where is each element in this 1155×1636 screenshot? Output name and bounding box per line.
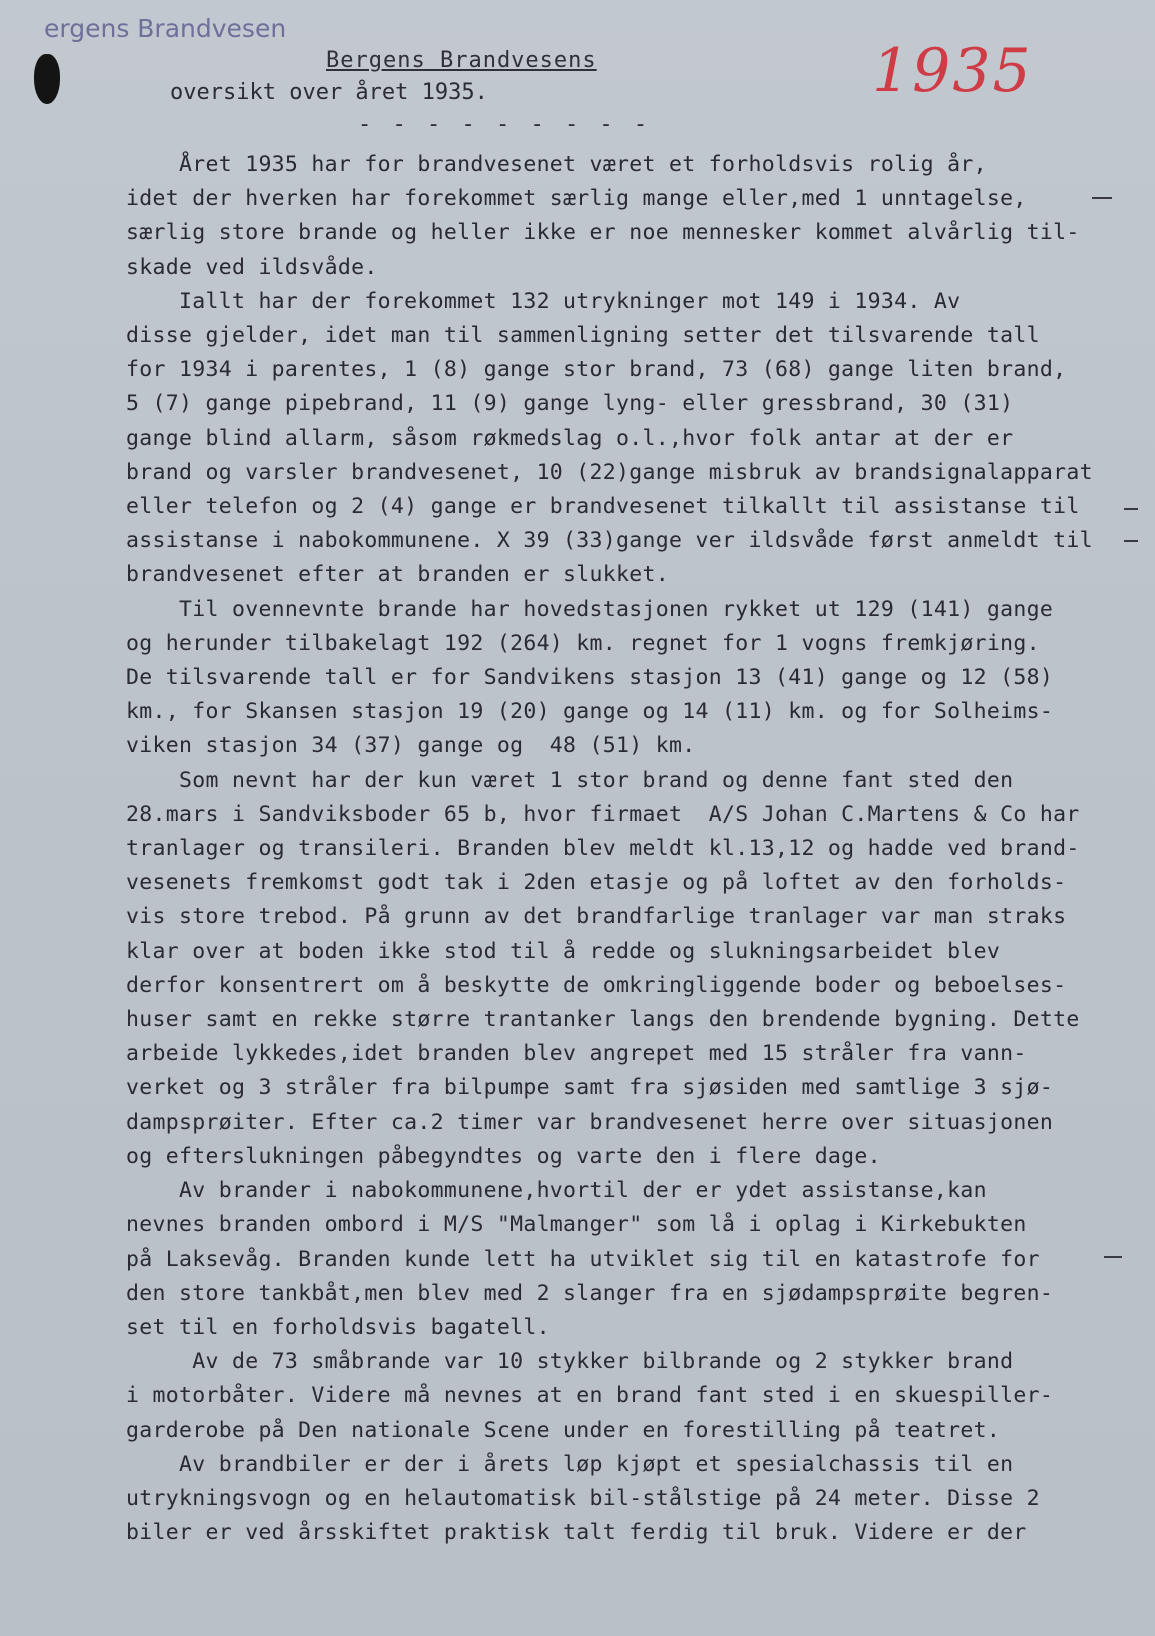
text-line: og herunder tilbakelagt 192 (264) km. regnet for 1 vogns fremkjøring. — [126, 630, 1040, 656]
margin-mark — [1124, 508, 1138, 510]
text-line: i motorbåter. Videre må nevnes at en brand fant sted i en skuespiller- — [126, 1383, 1054, 1409]
text-line: den store tankbåt,men blev med 2 slanger fra en sjødampsprøite begren- — [126, 1280, 1054, 1306]
text-line: nevnes branden ombord i M/S "Malmanger" som lå i oplag i Kirkebukten — [126, 1212, 1027, 1238]
text-line: tranlager og transileri. Branden blev meldt kl.13,12 og hadde ved brand- — [126, 836, 1080, 862]
text-line: 28.mars i Sandviksboder 65 b, hvor firmaet A/S Johan C.Martens & Co har — [126, 801, 1080, 827]
separator-line: - - - - - - - - - — [358, 112, 652, 137]
text-line: brandvesenet efter at branden er slukket. — [126, 562, 670, 588]
text-line: huser samt en rekke større trantanker langs den brendende bygning. Dette — [126, 1007, 1080, 1033]
text-line: Året 1935 har for brandvesenet været et forholdsvis rolig år, — [126, 152, 987, 177]
text-line: De tilsvarende tall er for Sandvikens stasjon 13 (41) gange og 12 (58) — [126, 665, 1054, 691]
text-line: 5 (7) gange pipebrand, 11 (9) gange lyng- eller gressbrand, 30 (31) — [126, 391, 1014, 417]
text-line: arbeide lykkedes,idet branden blev angrepet med 15 stråler fra vann- — [126, 1041, 1027, 1067]
text-line: skade ved ildsvåde. — [126, 254, 378, 280]
punch-hole-icon — [34, 54, 60, 104]
margin-mark — [1092, 197, 1112, 199]
text-line: garderobe på Den nationale Scene under en forestilling på teatret. — [126, 1417, 1001, 1443]
text-line: for 1934 i parentes, 1 (8) gange stor brand, 73 (68) gange liten brand, — [126, 357, 1067, 383]
text-line: vis store trebod. På grunn av det brandfarlige tranlager var man straks — [126, 904, 1067, 930]
text-line: på Laksevåg. Branden kunde lett ha utviklet sig til en katastrofe for — [126, 1246, 1040, 1272]
body-text — [126, 148, 1116, 1550]
text-line: Til ovennevnte brande har hovedstasjonen rykket ut 129 (141) gange — [126, 596, 1054, 622]
text-line: vesenets fremkomst godt tak i 2den etasje og på loftet av den forholds- — [126, 870, 1067, 896]
text-line: og efterslukningen påbegyndtes og varte den i flere dage. — [126, 1143, 881, 1169]
text-line: Av de 73 småbrande var 10 stykker bilbrande og 2 stykker brand — [126, 1349, 1014, 1375]
handwritten-year: 1935 — [872, 36, 1033, 106]
document-title: Bergens Brandvesens — [326, 48, 597, 73]
text-line: dampsprøiter. Efter ca.2 timer var brandvesenet herre over situasjonen — [126, 1109, 1054, 1135]
text-line: eller telefon og 2 (4) gange er brandvesenet tilkallt til assistanse til — [126, 494, 1080, 520]
text-line: Som nevnt har der kun været 1 stor brand og denne fant sted den — [126, 767, 1014, 793]
text-line: brand og varsler brandvesenet, 10 (22)gange misbruk av brandsignalapparat — [126, 459, 1093, 485]
text-line: Iallt har der forekommet 132 utrykninger mot 149 i 1934. Av — [126, 288, 961, 314]
text-line: Av brandbiler er der i årets løp kjøpt et spesialchassis til en — [126, 1451, 1014, 1477]
text-line: assistanse i nabokommunene. X 39 (33)gange ver ildsvåde først anmeldt til — [126, 528, 1093, 554]
text-line: Av brander i nabokommunene,hvortil der er ydet assistanse,kan — [126, 1178, 987, 1204]
text-line: viken stasjon 34 (37) gange og 48 (51) km. — [126, 733, 696, 759]
text-line: biler er ved årsskiftet praktisk talt ferdig til bruk. Videre er der — [126, 1520, 1027, 1546]
margin-mark — [1124, 540, 1138, 542]
text-line: idet der hverken har forekommet særlig mange eller,med 1 unntagelse, — [126, 186, 1027, 212]
margin-mark — [1104, 1256, 1122, 1258]
text-line: klar over at boden ikke stod til å redde og slukningsarbeidet blev — [126, 938, 1001, 964]
archive-stamp: ergens Brandvesen — [44, 14, 287, 43]
text-line: verket og 3 stråler fra bilpumpe samt fra sjøsiden med samtlige 3 sjø- — [126, 1075, 1054, 1101]
text-line: derfor konsentrert om å beskytte de omkringliggende boder og beboelses- — [126, 972, 1067, 998]
text-line: km., for Skansen stasjon 19 (20) gange og 14 (11) km. og for Solheims- — [126, 699, 1054, 725]
text-line: gange blind allarm, såsom røkmedslag o.l.,hvor folk antar at der er — [126, 425, 1014, 451]
text-line: set til en forholdsvis bagatell. — [126, 1314, 550, 1340]
text-line: utrykningsvogn og en helautomatisk bil-stålstige på 24 meter. Disse 2 — [126, 1485, 1040, 1511]
text-line: disse gjelder, idet man til sammenligning setter det tilsvarende tall — [126, 323, 1040, 349]
document-subtitle: oversikt over året 1935. — [170, 80, 488, 105]
text-line: særlig store brande og heller ikke er noe mennesker kommet alvårlig til- — [126, 220, 1080, 246]
